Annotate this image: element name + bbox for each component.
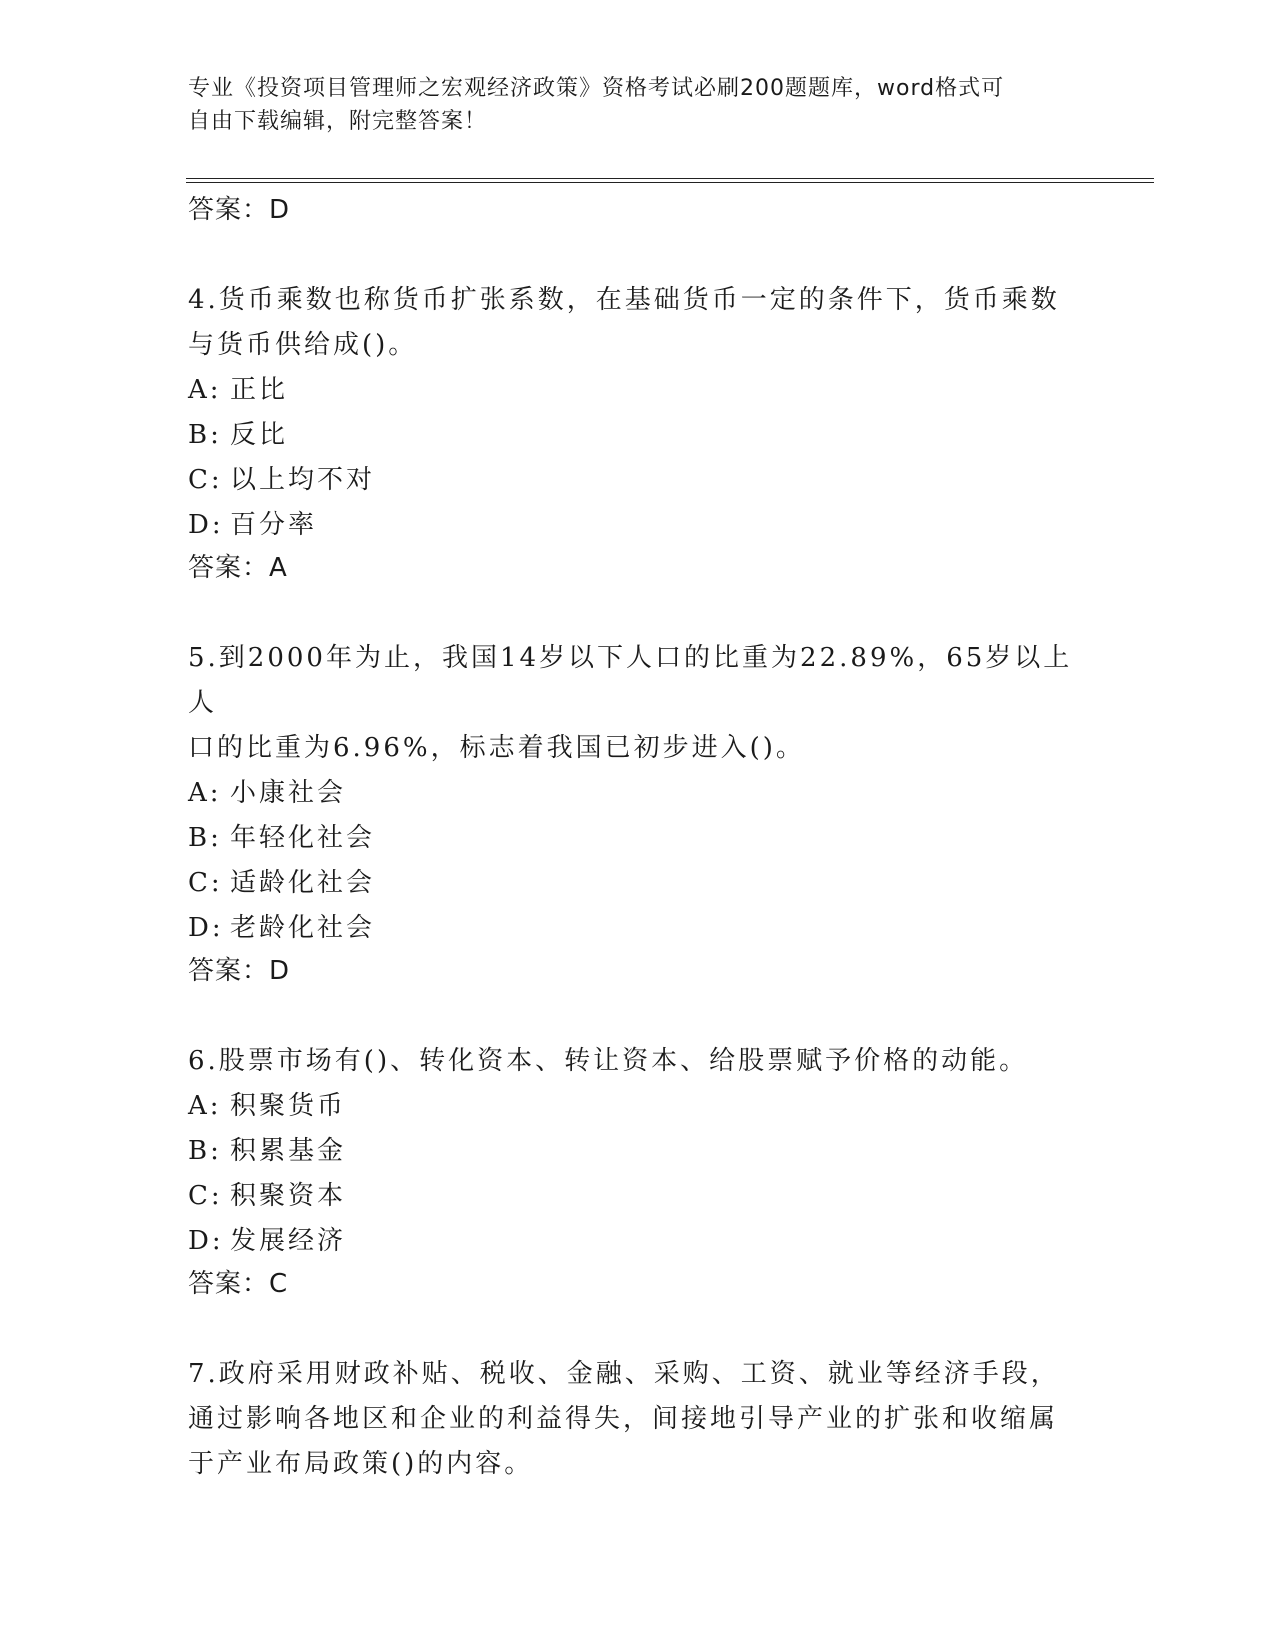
option-a — [188, 368, 1088, 413]
question-text-line: 6.股票市场有()、转化资本、转让资本、给股票赋予价格的动能。 — [188, 1046, 1029, 1076]
option-key: B: — [188, 1136, 222, 1166]
option-key: C: — [188, 1181, 223, 1211]
option-b — [188, 1129, 1088, 1174]
option-key: D: — [188, 1226, 224, 1256]
question-text-line: 通过影响各地区和企业的利益得失，间接地引导产业的扩张和收缩属 — [188, 1404, 1059, 1434]
header-rule-top — [186, 178, 1154, 179]
option-text: 适龄化社会 — [230, 868, 376, 898]
option-text: 正比 — [230, 375, 289, 405]
question-4 — [188, 278, 1088, 588]
option-text: 积累基金 — [230, 1136, 347, 1166]
question-text-line: 7.政府采用财政补贴、税收、金融、采购、工资、就业等经济手段， — [188, 1359, 1060, 1389]
question-text-line: 口的比重为6.96%，标志着我国已初步进入()。 — [188, 733, 805, 763]
question-7 — [188, 1352, 1088, 1487]
option-key: B: — [188, 420, 222, 450]
option-text: 老龄化社会 — [230, 913, 376, 943]
option-key: A: — [188, 375, 222, 405]
option-text: 年轻化社会 — [230, 823, 376, 853]
option-key: C: — [188, 868, 223, 898]
option-a — [188, 1084, 1088, 1129]
option-key: B: — [188, 823, 222, 853]
header-rule-bottom — [186, 182, 1154, 183]
option-text: 积聚资本 — [230, 1181, 347, 1211]
option-a — [188, 771, 1088, 816]
option-b — [188, 413, 1088, 458]
option-key: D: — [188, 913, 224, 943]
question-6 — [188, 1039, 1088, 1304]
answer: 答案：D — [188, 956, 291, 986]
question-text-line: 与货币供给成()。 — [188, 330, 418, 360]
question-text-line: 5.到2000年为止，我国14岁以下人口的比重为22.89%，65岁以上人 — [188, 643, 1073, 718]
option-c — [188, 1174, 1088, 1219]
option-key: C: — [188, 465, 223, 495]
option-c — [188, 861, 1088, 906]
answer: 答案：A — [188, 553, 288, 583]
option-key: D: — [188, 510, 224, 540]
page-header — [188, 72, 1088, 138]
option-text: 积聚货币 — [230, 1091, 347, 1121]
option-b — [188, 816, 1088, 861]
option-d — [188, 906, 1088, 951]
option-text: 百分率 — [230, 510, 318, 540]
option-text: 反比 — [230, 420, 289, 450]
header-line-2: 自由下载编辑，附完整答案！ — [188, 109, 488, 134]
previous-answer: 答案：D — [188, 195, 291, 225]
option-d — [188, 1219, 1088, 1264]
option-text: 以上均不对 — [230, 465, 376, 495]
answer: 答案：C — [188, 1269, 289, 1299]
question-list — [188, 190, 1088, 1487]
option-text: 小康社会 — [230, 778, 347, 808]
option-text: 发展经济 — [230, 1226, 347, 1256]
option-c — [188, 458, 1088, 503]
question-text-line: 4.货币乘数也称货币扩张系数，在基础货币一定的条件下，货币乘数 — [188, 285, 1060, 315]
option-key: A: — [188, 1091, 222, 1121]
option-d — [188, 503, 1088, 548]
question-text-line: 于产业布局政策()的内容。 — [188, 1449, 534, 1479]
question-5 — [188, 636, 1088, 991]
option-key: A: — [188, 778, 222, 808]
header-line-1: 专业《投资项目管理师之宏观经济政策》资格考试必刷200题题库，word格式可 — [188, 76, 1005, 101]
